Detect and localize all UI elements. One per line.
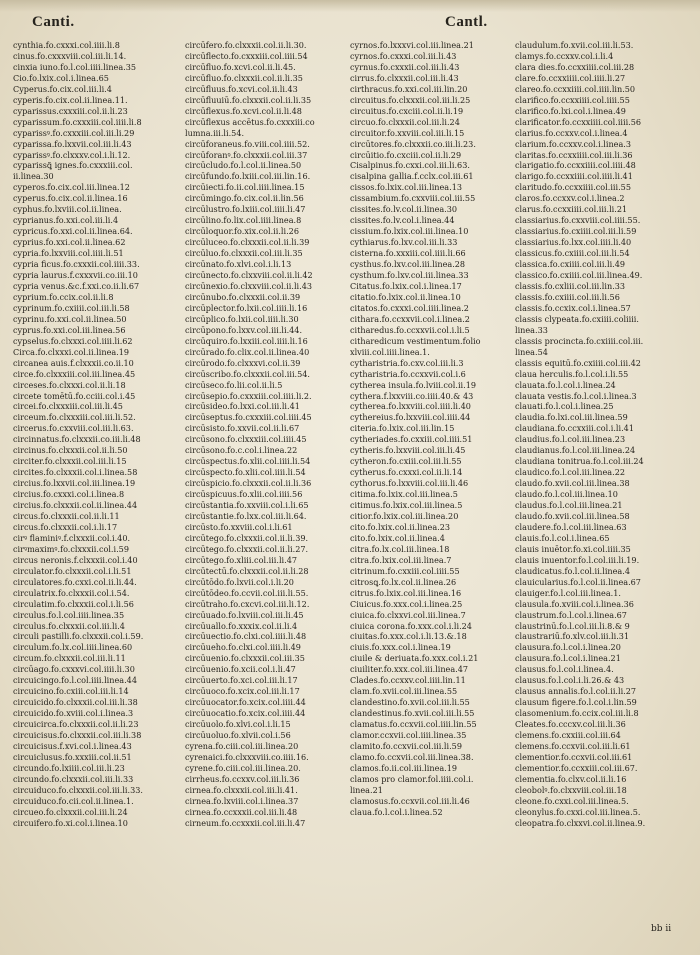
index-entry: circulatores.fo.cxxi.col.ii.li.44. (13, 576, 137, 587)
index-entry: Clades.fo.ccxxv.col.iiii.lin.11 (350, 675, 466, 686)
index-entry: cyrena.fo.ciii.col.iii.linea.20 (185, 741, 299, 751)
index-entry: cito.fo.lxix.col.ii.linea.23 (350, 521, 451, 532)
index-entry: citrinum.fo.cxxiii.col.iiii.55 (350, 565, 460, 576)
index-entry: circūitio.fo.cxciii.col.ii.li.29 (350, 149, 462, 160)
index-entry: cyperus.fo.cix.col.ii.linea.16 (13, 193, 128, 204)
index-entry: circus neronis.f.clxxxii.col.i.40 (13, 554, 138, 565)
index-entry: cysthus.fo.lxv.col.iii.linea.28 (350, 259, 466, 270)
index-entry: circūstantie.fo.lxx.col.iii.li.64. (185, 510, 307, 521)
index-entry: circius.fo.lxxvii.col.iii.linea.19 (13, 478, 136, 489)
index-entry: circūspectus.fo.xlii.col.iiii.li.54 (185, 456, 311, 467)
index-entry: circūiecti.fo.ii.col.iiii.linea.15 (185, 182, 305, 193)
index-entry: circūspicuus.fo.xlii.col.iiii.56 (185, 489, 303, 500)
index-entry: circūtectū.fo.clxxxii.col.ii.li.28 (185, 565, 309, 576)
index-entry: cinxia iuno.fo.l.col.iiii.linea.35 (13, 61, 137, 72)
index-entry: claros.fo.ccxxv.col.i.linea.2 (515, 193, 625, 204)
index-entry: circuicingo.fo.l.col.iiii.linea.44 (13, 675, 137, 686)
index-entry: cyrnos.fo.cxxxi.col.iii.li.43 (350, 50, 457, 61)
index-entry: cissos.fo.lxix.col.iii.linea.13 (350, 182, 462, 193)
index-entry: circundo.fo.lxiiii.col.iii.li.23 (13, 762, 125, 773)
index-entry: clauiger.fo.l.col.iii.linea.1. (515, 587, 621, 598)
index-entry: citrosꝗ.fo.lx.col.ii.linea.26 (350, 576, 457, 587)
index-entry: circūquiro.fo.lxxiii.col.iiii.li.16 (185, 335, 308, 346)
index-entry: cissites.fo.lv.col.ii.linea.30 (350, 204, 458, 215)
index-entry: circūsto.fo.xxviii.col.i.li.61 (185, 521, 293, 532)
index-entry: cissambium.fo.cxxviii.col.iii.55 (350, 193, 476, 204)
index-entry: circūtores.fo.clxxxii.co.iii.li.23. (350, 138, 476, 149)
index-entry: cleonylus.fo.cxxi.col.iii.linea.5. (515, 806, 641, 817)
index-entry: circūuolo.fo.xlvi.col.i.li.15 (185, 719, 291, 730)
index-entry: clarifico.fo.ccxxiiii.col.iiii.55 (515, 94, 630, 105)
index-entry: cissium.fo.lxix.col.iii.linea.10 (350, 226, 469, 237)
index-entry: cyprinu.fo.xxi.col.ii.linea.50 (13, 313, 127, 324)
index-entry: clauicularius.fo.l.col.ii.linea.67 (515, 576, 641, 587)
index-entry: circūluo.fo.clxxxii.col.iii.li.35 (185, 248, 303, 259)
index-entry: circūlustro.fo.lxiii.col.iiii.li.47 (185, 204, 306, 215)
index-entry: cythorus.fo.lxxviii.col.iii.li.46 (350, 478, 469, 489)
index-entry: circūtego.fo.clxxxii.col.ii.li.27. (185, 543, 309, 554)
running-head-right: Cantl. (445, 14, 488, 30)
index-entry: circūuocator.fo.xcix.col.iiii.44 (185, 697, 306, 708)
index-entry: cito.fo.lxix.col.ii.linea.4 (350, 532, 445, 543)
index-entry: clarigo.fo.ccxxiiii.col.iiii.li.41 (515, 171, 633, 182)
index-entry: claudiana tonitrua.fo.l.col.iii.24 (515, 456, 644, 467)
index-entry: circulus.fo.l.col.iiii.linea.35 (13, 609, 125, 620)
index-entry: circūtraho.fo.cxcvi.col.iii.li.12. (185, 598, 310, 609)
index-entry: cirꝰ flaminiꝰ.f.clxxxii.col.i.40. (13, 532, 131, 543)
index-entry: circūfluo.fo.clxxxii.col.ii.li.35 (185, 72, 303, 83)
index-entry: cythera.f.lxxviii.co.iiii.40.& 43 (350, 390, 474, 401)
index-entry: citra.fo.lx.col.iii.linea.18 (350, 543, 450, 554)
index-entry: circulum.fo.lx.col.iiii.linea.60 (13, 642, 133, 653)
index-entry: circūrado.fo.clix.col.ii.linea.40 (185, 346, 310, 357)
index-entry: cyparissꝰ.fo.cxxxiii.col.iii.li.29 (13, 127, 135, 138)
index-entry: circūnubo.fo.clxxxii.col.ii.39 (185, 291, 301, 302)
index-entry: claudo.fo.l.col.iii.linea.10 (515, 489, 618, 500)
index-entry: cyparissum.fo.cxxxiii.col.iiii.li.8 (13, 116, 142, 127)
index-entry: cytheriades.fo.cxxiii.col.iiii.51 (350, 434, 473, 445)
index-entry: clausum figere.fo.l.col.i.lin.59 (515, 697, 637, 708)
index-entry: cyphus.fo.lxviii.col.ii.linea. (13, 204, 122, 215)
index-entry: Citatus.fo.lxix.col.i.linea.17 (350, 280, 462, 291)
index-entry: citharedicum vestimentum.folio (350, 335, 481, 346)
index-entry: Cisalpinus.fo.cxxi.col.iii.li.63. (350, 160, 470, 171)
index-entry: circūfluo.fo.xcvi.col.ii.li.45. (185, 61, 296, 72)
index-entry: claudianus.fo.l.col.iii.linea.24 (515, 445, 636, 456)
index-entry: cypria.fo.lxxviii.col.iiii.li.51 (13, 248, 124, 259)
index-entry: clausus.fo.l.col.i.linea.4. (515, 664, 614, 675)
index-entry: citeria.fo.lxix.col.iii.lin.15 (350, 423, 455, 434)
index-entry: cirthracus.fo.xxi.col.iii.lin.20 (350, 83, 468, 94)
index-entry: linea.54 (515, 346, 548, 357)
index-entry: circiter.fo.clxxxii.col.iii.li.15 (13, 456, 127, 467)
index-entry: clarifico.fo.lxi.col.i.linea.49 (515, 105, 626, 116)
index-entry: cytherus.fo.cxxxi.col.ii.li.14 (350, 467, 463, 478)
index-entry: circūfundo.fo.lxiii.col.iii.lin.16. (185, 171, 311, 182)
index-entry: clausus.fo.l.col.i.li.26.& 43 (515, 675, 625, 686)
index-entry: circūforanꝰ.fo.clxxxii.col.iii.37 (185, 149, 308, 160)
signature-mark: bb ii (651, 924, 672, 934)
index-entry: circūmingo.fo.cix.col.ii.lin.56 (185, 193, 304, 204)
index-entry: circūnexio.fo.clxxviii.col.ii.li.43 (185, 280, 313, 291)
index-entry: clarificator.fo.ccxxiiii.col.iiii.56 (515, 116, 642, 127)
index-entry: circūluceo.fo.clxxxii.col.ii.li.39 (185, 237, 310, 248)
index-entry: circuitus.fo.clxxxii.col.iii.li.25 (350, 94, 471, 105)
index-entry: circete tomētū.fo.cciii.col.i.45 (13, 390, 136, 401)
index-entry: Cleates.fo.cccxv.col.iii.li.36 (515, 719, 626, 730)
index-entry: claritas.fo.ccxxiiii.col.iii.li.36 (515, 149, 633, 160)
index-entry: ii.linea.30 (13, 171, 54, 182)
index-entry: circuicirca.fo.clxxxii.col.ii.li.23 (13, 719, 139, 730)
index-entry: circuifero.fo.xi.col.i.linea.10 (13, 817, 128, 828)
index-entry: Cyperus.fo.cix.col.iii.li.4 (13, 83, 112, 94)
index-entry: circei.fo.clxxxiii.col.iii.li.45 (13, 401, 123, 412)
index-entry: circūlino.fo.lix.col.iiii.linea.8 (185, 215, 302, 226)
index-entry: cyrenaici.fo.clxxxviii.co.iiii.16. (185, 751, 309, 762)
index-entry: circus.fo.clxxxii.col.ii.li.11 (13, 510, 120, 521)
index-entry: circuiclusus.fo.xxxiii.col.ii.51 (13, 751, 132, 762)
index-entry: clausula.fo.xviii.col.i.linea.36 (515, 598, 634, 609)
index-entry: claustrum.fo.l.col.i.linea.67 (515, 609, 627, 620)
index-entry: cypselus.fo.clxxxi.col.iiii.li.62 (13, 335, 133, 346)
index-column-1 (13, 40, 181, 829)
index-entry: circuitor.fo.xxviii.col.iii.li.15 (350, 127, 465, 138)
index-entry: citra.fo.lxix.col.iii.linea.7 (350, 554, 452, 565)
index-entry: cypria venus.&c.f.xxi.co.ii.li.67 (13, 280, 140, 291)
index-entry: classiarius.fo.cxxviii.col.iiii.55. (515, 215, 641, 226)
index-entry: claudo.fo.xvii.col.iii.linea.38 (515, 478, 630, 489)
index-entry: circūscribo.fo.clxxxii.col.iii.54. (185, 368, 311, 379)
index-entry: claudico.fo.l.col.iii.linea.22 (515, 467, 626, 478)
index-entry: claudiana.fo.ccxxiii.col.i.li.41 (515, 423, 634, 434)
index-entry: circulatrix.fo.clxxxii.col.i.54. (13, 587, 130, 598)
index-entry: claudulum.fo.xvii.col.iii.li.53. (515, 40, 634, 50)
index-entry: clareo.fo.ccxxiiii.col.iiii.lin.50 (515, 83, 636, 94)
index-entry: Circa.fo.clxxxi.col.ii.linea.19 (13, 346, 130, 357)
index-entry: circites.fo.clxxxii.col.i.linea.58 (13, 467, 138, 478)
index-entry: cythiarus.fo.lxv.col.iii.li.33 (350, 237, 458, 248)
index-entry: clarium.fo.ccxxv.col.i.linea.3 (515, 138, 631, 149)
index-entry: circuo.fo.clxxxii.col.iii.li.24 (350, 116, 460, 127)
index-entry: clamatus.fo.ccxvii.col.iiii.lin.55 (350, 719, 477, 730)
index-entry: circulus.fo.clxxxii.col.iii.li.4 (13, 620, 125, 631)
index-entry: circundo.fo.clxxxii.col.iii.li.33 (13, 773, 134, 784)
index-entry: circūcludo.fo.l.col.ii.linea.50 (185, 160, 302, 171)
index-entry: clamor.ccxvii.col.iiii.linea.35 (350, 730, 467, 741)
index-entry: cynthia.fo.cxxxi.col.iiii.li.8 (13, 40, 120, 50)
index-entry: circūspecto.fo.xlii.col.iiii.li.54 (185, 467, 306, 478)
index-entry: citimus.fo.lxix.col.iii.linea.5 (350, 500, 463, 511)
index-entry: circūseptus.fo.cxxxiii.col.iiii.45 (185, 412, 312, 423)
index-entry: clamito.fo.ccxvii.col.iii.li.59 (350, 741, 462, 751)
index-entry: circuicido.fo.xviii.col.i.linea.3 (13, 708, 134, 719)
index-entry: cisterna.fo.xxxiii.col.iiii.li.66 (350, 248, 466, 259)
index-entry: ciuis.fo.xxx.col.i.linea.19 (350, 642, 451, 653)
index-entry: circeum.fo.clxxxiii.col.iii.li.52. (13, 412, 136, 423)
index-entry: clandestinus.fo.xvii.col.iii.li.55 (350, 708, 475, 719)
index-entry: clementia.fo.clxv.col.ii.li.16 (515, 773, 627, 784)
index-entry: circūloquor.fo.xix.col.ii.li.26 (185, 226, 299, 237)
index-entry: clementior.fo.ccxvii.col.iii.61 (515, 751, 633, 762)
index-entry: circuiduco.fo.cii.col.ii.linea.1. (13, 795, 134, 806)
index-entry: circuicino.fo.cxiii.col.iii.li.14 (13, 686, 129, 697)
index-entry: circūuado.fo.lxviii.col.iii.li.45 (185, 609, 304, 620)
index-entry: classis.fo.cxiiii.col.iii.li.56 (515, 291, 620, 302)
index-entry: circūplector.fo.lxii.col.iiii.li.16 (185, 302, 308, 313)
index-entry: clauis inuētor.fo.xi.col.iiii.35 (515, 543, 631, 554)
index-column-2 (185, 40, 353, 829)
index-entry: clare.fo.ccxxiiii.col.iiii.li.27 (515, 72, 626, 83)
index-entry: cirnea.fo.lxviii.col.i.linea.37 (185, 795, 299, 806)
index-entry: cytherea.fo.lxxviii.col.iiii.li.40 (350, 401, 471, 412)
index-entry: classis equitū.fo.cxiiii.col.iii.42 (515, 357, 641, 368)
index-entry: cyperis.fo.cix.col.ii.linea.11. (13, 94, 128, 105)
index-entry: classicus.fo.cxiiii.col.iii.li.54 (515, 248, 630, 259)
index-entry: circuli pastilli.fo.clxxxii.col.i.59. (13, 631, 144, 642)
index-entry: classiarius.fo.lxx.col.iiii.li.40 (515, 237, 632, 248)
index-entry: cyrnos.fo.lxxxvi.col.iii.linea.21 (350, 40, 474, 50)
index-entry: circūsideo.fo.lxxi.col.iii.li.41 (185, 401, 300, 412)
index-entry: circūplico.fo.lxii.col.iiii.li.30 (185, 313, 299, 324)
index-entry: circuicido.fo.clxxxii.col.iii.li.38 (13, 697, 138, 708)
index-entry: classico.fo.cxiiii.col.iii.linea.49. (515, 270, 643, 281)
index-entry: circum.fo.clxxxii.col.iii.li.11 (13, 653, 126, 664)
index-entry: citrus.fo.lxix.col.iii.linea.16 (350, 587, 462, 598)
index-entry: circūpono.fo.lxxv.col.iii.li.44. (185, 324, 303, 335)
index-entry: classica.fo.cxiiii.col.iii.li.49 (515, 259, 626, 270)
index-entry: clauis.fo.l.col.i.linea.65 (515, 532, 610, 543)
index-entry: cytheris.fo.lxxviii.col.iii.li.45 (350, 445, 466, 456)
index-entry: circūueho.fo.clxi.col.iiii.li.49 (185, 642, 301, 653)
index-entry: clandestino.fo.xvii.col.iii.li.55 (350, 697, 470, 708)
index-entry: circūspicio.fo.clxxxii.col.ii.li.36 (185, 478, 312, 489)
index-entry: circūflexus.fo.xcvi.col.ii.li.48 (185, 105, 302, 116)
index-entry: classis.fo.cxliii.col.iii.lin.33 (515, 280, 626, 291)
index-entry: cypricus.fo.xxi.col.ii.linea.64. (13, 226, 133, 237)
index-entry: claudius.fo.l.col.iii.linea.23 (515, 434, 626, 445)
index-entry: clauata.fo.l.col.i.linea.24 (515, 379, 616, 390)
index-entry: claudo.fo.xvii.col.iii.linea.58 (515, 510, 630, 521)
index-entry: clauati.fo.l.col.i.linea.25 (515, 401, 614, 412)
index-entry: circinus.fo.clxxxii.col.ii.li.50 (13, 445, 128, 456)
index-entry: circūtōdo.fo.lxvii.col.i.li.20 (185, 576, 294, 587)
index-entry: circūuoco.fo.xcix.col.iii.li.17 (185, 686, 300, 697)
index-entry: circūuallo.fo.xxxix.col.ii.li.4 (185, 620, 298, 631)
running-head-left: Canti. (32, 14, 75, 30)
index-entry: cissites.fo.lv.col.i.linea.44 (350, 215, 455, 226)
index-entry: circūstantia.fo.xxviii.col.i.li.65 (185, 500, 309, 511)
index-entry: cypria laurus.f.cxxxvii.co.iii.10 (13, 270, 138, 281)
index-entry: cirrheus.fo.ccxxv.col.iii.li.36 (185, 773, 300, 784)
index-entry: clam.fo.xvii.col.iii.linea.55 (350, 686, 458, 697)
index-entry: citima.fo.lxix.col.iii.linea.5 (350, 489, 458, 500)
index-entry: cyparissꝰ.fo.clxxxv.col.i.li.12. (13, 149, 131, 160)
index-entry: cyprianus.fo.xxi.col.iii.li.4 (13, 215, 119, 226)
index-entry: circius.fo.clxxxii.col.ii.linea.44 (13, 500, 138, 511)
index-entry: circuitus.fo.cxciii.col.ii.li.19 (350, 105, 464, 116)
index-entry: circuicisus.f.xvi.col.i.linea.43 (13, 741, 132, 751)
index-entry: circūfluuiū.fo.clxxxii.col.ii.li.35 (185, 94, 312, 105)
index-entry: cirꝰmaximꝰ.fo.clxxxii.col.i.59 (13, 543, 129, 554)
index-entry: circūuenio.fo.clxxxii.col.iii.35 (185, 653, 305, 664)
index-entry: circūforaneus.fo.viii.col.iiii.52. (185, 138, 310, 149)
index-entry: circūuoluo.fo.xlvii.col.i.56 (185, 730, 291, 741)
index-entry: cisalpina gallia.f.cclx.col.iii.61 (350, 171, 474, 182)
index-entry: cytheron.fo.cxiii.col.iii.li.55 (350, 456, 462, 467)
index-entry: cyprus.fo.xxi.col.iii.linea.56 (13, 324, 126, 335)
index-entry: circūuectio.fo.clxi.col.iiii.li.48 (185, 631, 307, 642)
index-entry: clauata vestis.fo.l.col.i.linea.3 (515, 390, 637, 401)
index-entry: circuicisus.fo.clxxxii.col.iii.li.38 (13, 730, 142, 741)
index-entry: ciuica.fo.clxxvi.col.iii.linea.7 (350, 609, 466, 620)
index-entry: classiarius.fo.cxiiii.col.iii.li.59 (515, 226, 637, 237)
index-entry: circūfero.fo.clxxxii.col.ii.li.30. (185, 40, 307, 50)
index-entry: ciuitas.fo.xxx.col.i.li.13.&.18 (350, 631, 467, 642)
index-entry: cyparissus.cxxxiii.col.ii.li.23 (13, 105, 128, 116)
index-entry: circūsono.fo.c.col.i.linea.22 (185, 445, 298, 456)
index-entry: cyrnus.fo.cxxxii.col.iii.li.43 (350, 61, 460, 72)
index-entry: cyprinum.fo.cxiiii.col.iii.li.58 (13, 302, 130, 313)
index-entry: clementior.fo.ccxxiii.col.iii.67. (515, 762, 638, 773)
index-entry: ciuiliter.fo.xxx.col.iii.linea.47 (350, 664, 469, 675)
index-entry: clarus.fo.ccxxiiii.col.iii.li.21 (515, 204, 628, 215)
index-entry: clemens.fo.ccxvii.col.iii.li.61 (515, 741, 631, 751)
index-entry: clamosus.fo.ccxvii.col.iii.li.46 (350, 795, 470, 806)
index-entry: classis procincta.fo.cxiiii.col.iii. (515, 335, 644, 346)
index-entry: claudus.fo.l.col.iii.linea.21 (515, 500, 623, 511)
index-entry: claritudo.fo.ccxxiiii.col.iii.55 (515, 182, 631, 193)
index-entry: cyprius.fo.xxi.col.ii.linea.62 (13, 237, 126, 248)
index-entry: claudia.fo.lxi.col.iii.linea.59 (515, 412, 628, 423)
index-entry: classis clypeata.fo.cxiiii.coliiii. (515, 313, 639, 324)
index-entry: circuiduco.fo.clxxxii.col.iii.li.33. (13, 784, 143, 795)
index-entry: circūnato.fo.xlvi.col.i.li.13 (185, 259, 292, 270)
index-entry: cirneum.fo.ccxxxii.col.iii.li.47 (185, 817, 306, 828)
index-entry: circūseco.fo.lii.col.ii.li.5 (185, 379, 283, 390)
index-entry: cyparissꝗ̃ ignes.fo.cxxxiii.col. (13, 160, 133, 171)
index-entry: circūfluus.fo.xcvi.col.ii.li.43 (185, 83, 298, 94)
index-entry: cytharistria.fo.ccxxvii.col.i.6 (350, 368, 466, 379)
index-entry: circūuerto.fo.xci.col.iii.li.17 (185, 675, 298, 686)
index-entry: clausura.fo.l.col.i.linea.21 (515, 653, 621, 664)
index-entry: cyparissa.fo.lxxvii.col.iii.li.43 (13, 138, 132, 149)
index-entry: clauis inuentor.fo.l.col.iii.li.19. (515, 554, 640, 565)
index-entry: claustrariū.fo.xlv.col.iii.li.31 (515, 631, 630, 642)
index-entry: clamos.fo.ii.col.iii.linea.19 (350, 762, 458, 773)
index-entry: circūsisto.fo.xxvii.col.ii.li.67 (185, 423, 300, 434)
index-entry: clamo.fo.ccxvii.col.iii.linea.38. (350, 751, 474, 762)
index-entry: clemens.fo.cxxiii.col.iii.64 (515, 730, 621, 741)
index-entry: circūtego.fo.clxxxii.col.ii.li.39. (185, 532, 309, 543)
index-entry: circūrodo.fo.clxxxvi.col.ii.39 (185, 357, 301, 368)
index-entry: cytharistria.fo.cxv.col.iii.li.3 (350, 357, 464, 368)
index-entry: circueo.fo.clxxxii.col.iii.li.24 (13, 806, 128, 817)
index-entry: cirnea.fo.ccxxxii.col.iii.li.48 (185, 806, 298, 817)
index-entry: circūsono.fo.clxxxiii.col.iiii.45 (185, 434, 307, 445)
index-entry: classis.fo.ccxix.col.i.linea.57 (515, 302, 631, 313)
index-entry: clasomenium.fo.ccix.col.iii.li.8 (515, 708, 639, 719)
index-entry: cirnea.fo.clxxxii.col.iii.li.41. (185, 784, 298, 795)
index-entry: cirrus.fo.clxxxii.col.iii.li.43 (350, 72, 459, 83)
index-entry: claustrinū.fo.l.col.iii.li.8.& 9 (515, 620, 630, 631)
index-entry: cyprium.fo.ccix.col.ii.li.8 (13, 291, 114, 302)
index-entry: cypria ficus.fo.cxxxii.col.iiii.33. (13, 259, 140, 270)
index-entry: claudicatus.fo.l.col.ii.linea.4 (515, 565, 630, 576)
index-entry: ciuile & deriuata.fo.xxx.col.i.21 (350, 653, 479, 664)
index-entry: circe.fo.clxxxiii.col.iii.linea.45 (13, 368, 136, 379)
index-entry: circius.fo.cxxxi.col.i.linea.8 (13, 489, 125, 500)
index-entry: clarius.fo.ccxxv.col.i.linea.4 (515, 127, 628, 138)
index-entry: cleobolꝰ.fo.clxxviii.col.iii.18 (515, 784, 627, 795)
index-entry: circulator.fo.clxxxii.col.i.li.51 (13, 565, 132, 576)
index-entry: circūnecto.fo.clxxviii.col.ii.li.42 (185, 270, 313, 281)
index-entry: clausura.fo.l.col.i.linea.20 (515, 642, 621, 653)
index-entry: circūtego.fo.xliii.col.iii.li.47 (185, 554, 298, 565)
index-column-3 (350, 40, 518, 818)
index-entry: circeses.fo.clxxxi.col.ii.li.18 (13, 379, 126, 390)
index-entry: circinnatus.fo.clxxxii.co.iii.li.48 (13, 434, 141, 445)
index-entry: clausus annalis.fo.l.col.ii.li.27 (515, 686, 637, 697)
index-entry: circanea auis.f.clxxxii.co.ii.10 (13, 357, 134, 368)
index-entry: circulatim.fo.clxxxii.col.i.li.56 (13, 598, 134, 609)
index-entry: clamys.fo.ccxxv.col.i.li.4 (515, 50, 614, 61)
page-edge-shadow (0, 0, 700, 12)
index-entry: claudere.fo.l.col.iii.linea.63 (515, 521, 627, 532)
index-entry: circerus.fo.cxxviii.col.iii.li.63. (13, 423, 134, 434)
index-column-4 (515, 40, 693, 829)
index-entry: Cio.fo.lxix.col.i.linea.65 (13, 72, 109, 83)
index-entry: cleone.fo.cxxi.col.iii.linea.5. (515, 795, 629, 806)
index-entry: cytherea insula.fo.lviii.col.ii.19 (350, 379, 476, 390)
index-entry: citior.fo.lxix.col.iii.linea.20 (350, 510, 459, 521)
index-entry: cinus.fo.cxxxviii.col.iii.li.14. (13, 50, 127, 61)
index-entry: ciuica corona.fo.xxx.col.i.li.24 (350, 620, 472, 631)
index-entry: linea.33 (515, 324, 548, 335)
index-entry: cyrene.fo.ciii.col.iii.linea.20. (185, 762, 301, 773)
index-entry: clamos pro clamor.fol.iiii.col.i. (350, 773, 474, 784)
index-entry: circūflecto.fo.cxxxiii.col.iiii.54 (185, 50, 308, 61)
index-entry: cithara.fo.ccxxvii.col.i.linea.2 (350, 313, 470, 324)
index-entry: cleopatra.fo.clxxvi.col.ii.linea.9. (515, 817, 646, 828)
index-entry: citatio.fo.lxix.col.ii.linea.10 (350, 291, 461, 302)
index-entry: claua.fo.l.col.i.linea.52 (350, 806, 443, 817)
index-entry: circus.fo.clxxxii.col.i.li.17 (13, 521, 118, 532)
index-entry: circūtōdeo.fo.ccvii.col.iii.li.55. (185, 587, 309, 598)
index-entry: cyperos.fo.cix.col.iii.linea.12 (13, 182, 130, 193)
index-entry: citharedus.fo.ccxxvii.col.i.li.5 (350, 324, 470, 335)
index-entry: circūsepio.fo.cxxxiii.col.iiii.li.2. (185, 390, 312, 401)
index-entry: circūuenio.fo.xcii.col.i.li.47 (185, 664, 296, 675)
index-entry: citatos.fo.cxxxi.col.iiii.linea.2 (350, 302, 469, 313)
index-entry: xlviii.col.iiii.linea.1. (350, 346, 430, 357)
index-entry: cythereius.fo.lxxviii.col.iiii.44 (350, 412, 471, 423)
index-entry: circūflexus accētus.fo.cxxxiii.co (185, 116, 315, 127)
index-entry: linea.21 (350, 784, 383, 795)
index-entry: circūago.fo.cxxxvi.col.iiii.li.30 (13, 664, 135, 675)
index-entry: claua herculis.fo.l.col.i.li.55 (515, 368, 629, 379)
index-entry: clara dies.fo.ccxxiiii.col.iii.28 (515, 61, 635, 72)
index-entry: Ciuicus.fo.xxx.col.i.linea.25 (350, 598, 463, 609)
index-entry: cysthum.fo.lxv.col.iii.linea.33 (350, 270, 469, 281)
index-entry: circūuocatio.fo.xcix.col.iiii.44 (185, 708, 306, 719)
index-entry: lumna.iii.li.54. (185, 127, 245, 138)
index-entry: clarigatio.fo.ccxxiiii.col.iiii.48 (515, 160, 636, 171)
